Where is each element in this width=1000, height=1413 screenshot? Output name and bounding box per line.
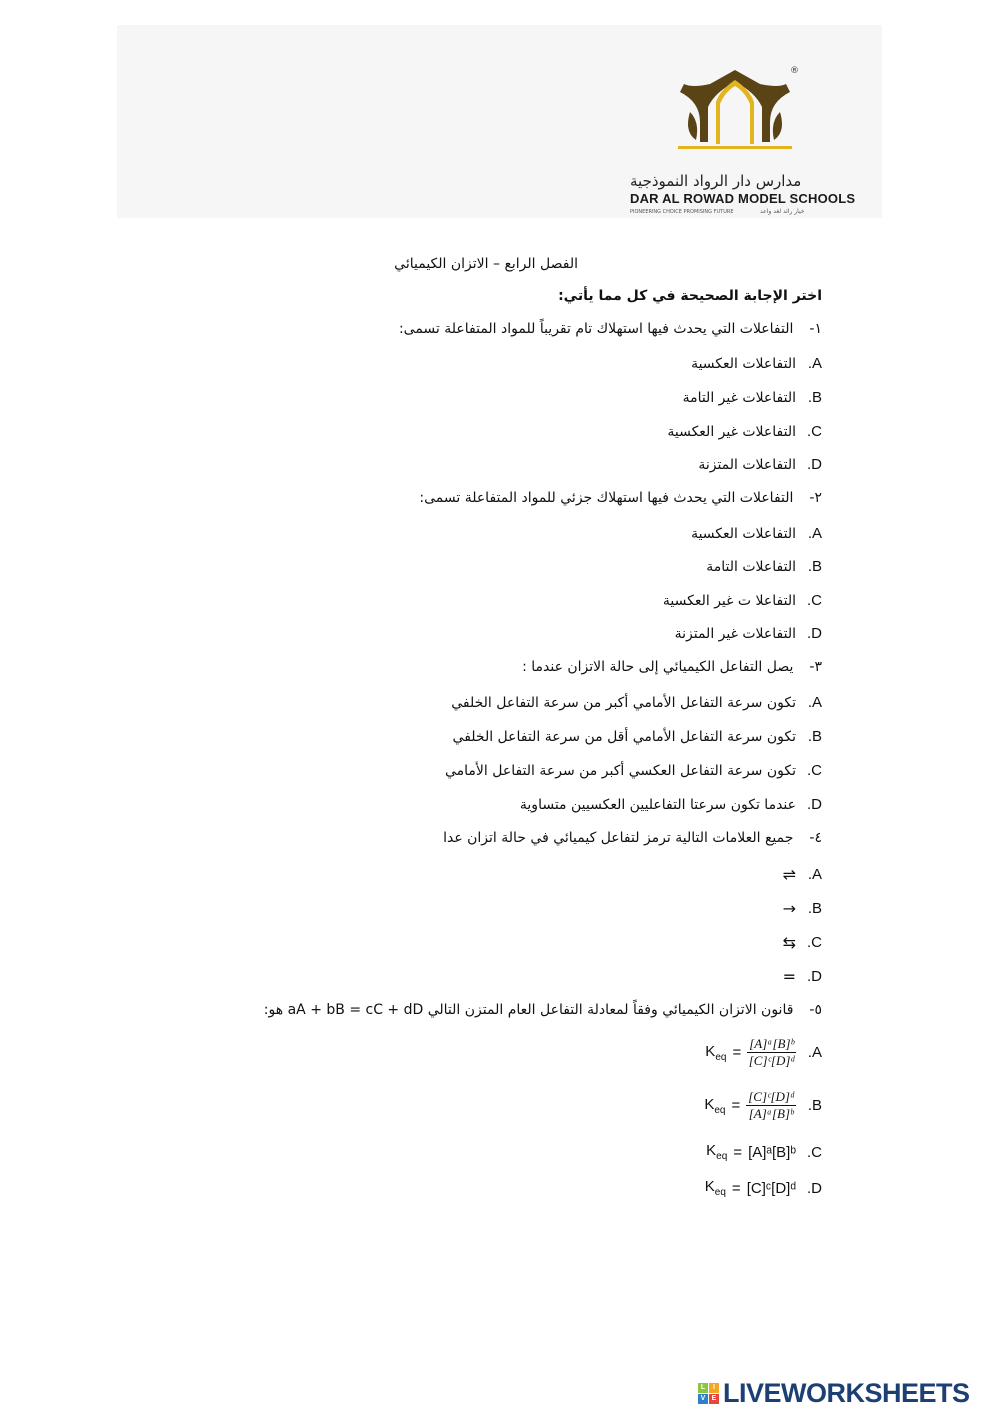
question-2 (419, 490, 822, 506)
option-label: .A (807, 355, 822, 372)
option-label: .C (807, 592, 822, 609)
option-text: التفاعلات العكسية (691, 525, 796, 542)
option-label: .A (807, 866, 822, 883)
option-4d[interactable] (783, 967, 822, 986)
forward-arrow-symbol: → (782, 899, 796, 918)
option-3d[interactable] (520, 796, 822, 813)
question-text: التفاعلات التي يحدث فيها استهلاك تام تقريباً للمواد المتفاعلة تسمى: (398, 321, 794, 337)
question-number: ٤- (809, 830, 822, 846)
keq-symbol: $K_{eq}$ (704, 1178, 726, 1198)
numerator: [A]ᵃ[B]ᵇ (749, 1036, 794, 1051)
chapter-title: الفصل الرابع – الاتزان الكيميائي (394, 256, 578, 272)
option-label: .D (807, 1179, 822, 1197)
fraction (747, 1036, 796, 1069)
live-badge-icon: L I V E (698, 1383, 719, 1404)
option-4c[interactable] (783, 933, 822, 952)
option-2c[interactable] (663, 592, 822, 609)
keq-symbol: $K_{eq}$ (705, 1042, 727, 1063)
question-text: قانون الاتزان الكيميائي وفقاً لمعادلة التفاعل العام المتزن التالي aA + bB = cC + dD هو: (263, 1002, 794, 1018)
school-tagline-english: PIONEERING CHOICE PROMISING FUTURE (630, 209, 734, 215)
option-label: .D (807, 968, 822, 985)
question-number: ٥- (809, 1002, 822, 1018)
equals-symbol: = (782, 967, 796, 986)
option-label: .A (807, 525, 822, 542)
option-label: .D (807, 796, 822, 813)
option-text: التفاعلات غير التامة (682, 389, 796, 406)
registered-mark: ® (790, 66, 799, 76)
option-text: التفاعلات العكسية (691, 355, 796, 372)
option-text: عندما تكون سرعتا التفاعليين العكسيين متساوية (519, 796, 796, 813)
question-text: يصل التفاعل الكيميائي إلى حالة الاتزان عندما : (522, 659, 794, 675)
option-1c[interactable] (667, 423, 822, 440)
option-2b[interactable] (706, 558, 822, 575)
option-2a[interactable] (691, 525, 822, 542)
question-5 (264, 1002, 822, 1018)
keq-symbol: $K_{eq}$ (704, 1095, 726, 1116)
option-text: تكون سرعة التفاعل العكسي أكبر من سرعة التفاعل الأمامي (444, 762, 796, 779)
option-5b[interactable] (704, 1089, 822, 1122)
option-label: .C (807, 1143, 822, 1161)
option-label: .D (807, 456, 822, 473)
option-5c[interactable] (706, 1142, 822, 1162)
question-3 (522, 659, 822, 675)
option-4b[interactable] (783, 899, 822, 918)
keq-formula (705, 1178, 796, 1198)
option-label: .B (807, 728, 822, 745)
keq-symbol: $K_{eq}$ (706, 1142, 728, 1162)
option-2d[interactable] (675, 625, 822, 642)
option-text: تكون سرعة التفاعل الأمامي أكبر من سرعة التفاعل الخلفي (451, 694, 796, 711)
option-1a[interactable] (691, 355, 822, 372)
option-label: .B (807, 389, 822, 406)
option-label: .B (807, 558, 822, 575)
school-logo-icon (670, 62, 800, 158)
liveworksheets-logo[interactable] (698, 1378, 970, 1409)
expression: [A]ᵃ[B]ᵇ (748, 1143, 796, 1161)
question-text: التفاعلات التي يحدث فيها استهلاك جزئي للمواد المتفاعلة تسمى: (419, 490, 794, 506)
school-name-english: DAR AL ROWAD MODEL SCHOOLS (630, 191, 856, 206)
question-1 (399, 321, 822, 337)
option-label: .C (807, 762, 822, 779)
option-3a[interactable] (451, 694, 822, 711)
numerator: [C]ᶜ[D]ᵈ (748, 1089, 794, 1104)
equilibrium-arrow-symbol: ⇌ (782, 865, 796, 884)
option-3c[interactable] (445, 762, 822, 779)
question-number: ٣- (809, 659, 822, 675)
school-tagline-arabic: خيار رائد لغد واعد (760, 208, 805, 215)
question-number: ٢- (809, 490, 822, 506)
option-label: .B (807, 1097, 822, 1114)
instructions: اختر الإجابة الصحيحة في كل مما يأتي: (558, 288, 822, 304)
option-label: .B (807, 900, 822, 917)
school-name-arabic: مدارس دار الرواد النموذجية (630, 172, 802, 190)
option-text: التفاعلا ت غير العكسية (662, 592, 796, 609)
question-4 (443, 830, 822, 846)
option-label: .C (807, 423, 822, 440)
double-arrow-symbol: ⇆ (782, 933, 796, 952)
fraction (746, 1089, 796, 1122)
question-text: جميع العلامات التالية ترمز لتفاعل كيميائي في حالة اتزان عدا (443, 830, 794, 846)
option-4a[interactable] (783, 865, 822, 884)
option-label: .C (807, 934, 822, 951)
option-1d[interactable] (698, 456, 822, 473)
denominator: [A]ᵃ[B]ᵇ (748, 1106, 794, 1121)
brand-text: LIVEWORKSHEETS (723, 1378, 970, 1408)
equals: = (731, 1179, 741, 1197)
expression: [C]ᶜ[D]ᵈ (746, 1179, 796, 1197)
option-text: التفاعلات غير العكسية (667, 423, 796, 440)
equals: = (732, 1044, 742, 1061)
equals: = (731, 1097, 741, 1114)
option-text: التفاعلات التامة (706, 558, 796, 575)
option-label: .D (807, 625, 822, 642)
denominator: [C]ᶜ[D]ᵈ (748, 1053, 795, 1068)
equals: = (733, 1143, 743, 1161)
option-text: التفاعلات غير المتزنة (674, 625, 796, 642)
question-number: ١- (809, 321, 822, 337)
option-5d[interactable] (705, 1178, 822, 1198)
option-text: تكون سرعة التفاعل الأمامي أقل من سرعة التفاعل الخلفي (452, 728, 796, 745)
option-text: التفاعلات المتزنة (698, 456, 796, 473)
option-1b[interactable] (683, 389, 822, 406)
option-label: .A (807, 694, 822, 711)
keq-formula (704, 1089, 796, 1122)
keq-formula (705, 1036, 796, 1069)
option-label: .A (807, 1044, 822, 1061)
keq-formula (706, 1142, 796, 1162)
option-5a[interactable] (705, 1036, 822, 1069)
option-3b[interactable] (453, 728, 822, 745)
